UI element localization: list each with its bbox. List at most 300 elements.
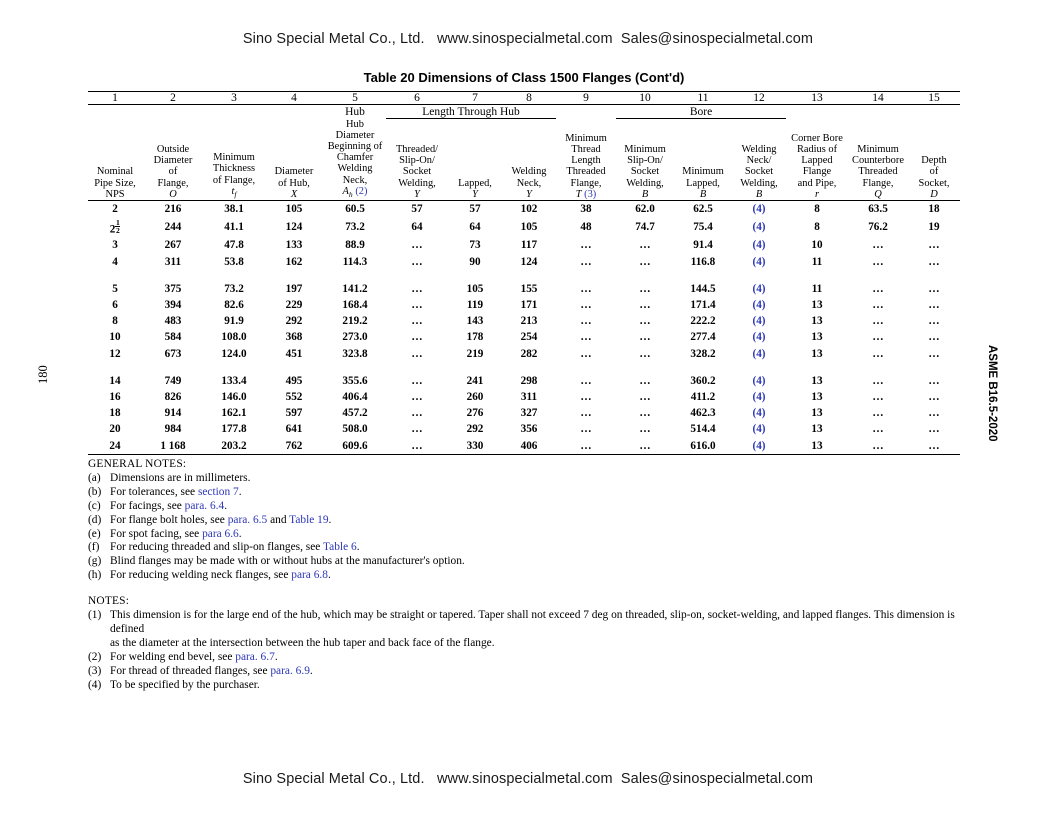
colnum-3: 3 [204, 92, 264, 105]
cell-col-9: … [580, 390, 592, 403]
cell-col-9: … [556, 438, 616, 455]
cell-col-4: 495 [285, 374, 303, 387]
cell-col-3: 38.1 [224, 202, 244, 215]
cell-col-3: 53.8 [224, 255, 244, 268]
table-title: Table 20 Dimensions of Class 1500 Flanges (Cont'd) [363, 70, 685, 85]
cell-col-7: 73 [469, 239, 481, 252]
cell-col-8: 155 [520, 282, 538, 295]
group-label-hub: Hub [345, 105, 365, 118]
cell-col-11: 144.5 [690, 282, 716, 295]
note-tag: (1) [88, 609, 102, 622]
general-note-tag: (e) [88, 527, 101, 540]
colnum-5: 5 [324, 92, 386, 105]
note-ref-3[interactable]: (3) [584, 188, 597, 200]
header-welding-neck: Welding Neck, Y [502, 119, 556, 201]
general-note-tag: (a) [88, 471, 101, 484]
cell-col-8: 406 [502, 438, 556, 455]
general-note-tag: (c) [88, 499, 101, 512]
cell-col-2: 483 [164, 315, 182, 328]
cell-col-15: … [928, 299, 940, 311]
cell-col-14: … [872, 331, 884, 344]
group-label-length-through-hub: Length Through Hub [386, 105, 556, 119]
note-tag: (2) [88, 650, 102, 663]
header-hub-diameter-chamfer-welding-neck: Hub Diameter Beginning of Chamfer Welding Neck, $A_h$ (2) [324, 119, 386, 201]
table-block [88, 70, 960, 455]
note-ref-4[interactable]: (4) [752, 202, 766, 215]
cell-col-5: 114.3 [342, 255, 368, 268]
cross-reference-link[interactable]: Table 6 [323, 541, 357, 554]
cell-col-14: … [872, 423, 884, 436]
cell-col-3: 108.0 [221, 331, 247, 344]
cell-nominal-pipe-size: 4 [112, 255, 118, 268]
cell-nominal-pipe-size: 24 [88, 438, 142, 455]
cell-col-15: … [928, 390, 940, 403]
cell-col-14: 63.5 [868, 202, 888, 215]
colnum-4: 4 [264, 92, 324, 105]
cell-col-10: … [639, 255, 651, 268]
cell-col-11: 514.4 [690, 423, 716, 436]
table-row [88, 389, 960, 405]
note-ref-4[interactable]: (4) [752, 255, 766, 268]
cell-col-11: 62.5 [693, 202, 713, 215]
colnum-2: 2 [142, 92, 204, 105]
cell-col-7: 276 [466, 407, 484, 420]
cell-col-6: … [411, 331, 423, 344]
cell-col-2: 984 [164, 423, 182, 436]
cell-col-6: … [411, 255, 423, 268]
cell-col-2: 375 [164, 282, 182, 295]
header-diameter-of-hub: Diameter of Hub, X [264, 119, 324, 201]
general-note-text: For facings, see para. 6.4. [110, 499, 228, 512]
cell-col-5: 609.6 [324, 438, 386, 455]
cell-col-2: 244 [164, 221, 182, 234]
cell-col-5: 141.2 [342, 282, 368, 295]
colnum-8: 8 [502, 92, 556, 105]
table-row [88, 201, 960, 218]
row-group-spacer [88, 362, 960, 373]
cell-col-5: 168.4 [342, 299, 368, 311]
table-row [88, 297, 960, 313]
cell-col-6: 64 [411, 221, 423, 234]
header-threaded-slip-on-socket-welding: Threaded/ Slip-On/ Socket Welding, Y [386, 119, 448, 201]
cell-col-8: 282 [520, 347, 538, 360]
row-group-spacer [88, 270, 960, 281]
column-number-row [88, 92, 960, 105]
cell-col-4: 368 [285, 331, 303, 344]
cell-col-3: 82.6 [224, 299, 244, 311]
general-note-text: Dimensions are in millimeters. [110, 471, 251, 484]
cell-col-4: 552 [285, 390, 303, 403]
cell-col-8: 327 [520, 407, 538, 420]
cell-col-5: 508.0 [342, 423, 368, 436]
note-text: For welding end bevel, see para. 6.7. [110, 650, 278, 663]
cross-reference-link[interactable]: para. 6.4 [184, 499, 225, 512]
cell-col-15: … [908, 438, 960, 455]
cell-col-10: … [639, 390, 651, 403]
cell-col-7: 57 [469, 202, 481, 215]
colnum-12: 12 [732, 92, 786, 105]
cell-col-13: 8 [814, 202, 820, 215]
cell-col-14: … [872, 315, 884, 328]
cell-col-4: 197 [285, 282, 303, 295]
cell-col-10: 74.7 [635, 221, 655, 234]
cell-col-10: … [639, 299, 651, 311]
cell-col-6: … [411, 423, 423, 436]
header-minimum-slip-on-socket-welding-bore: Minimum Slip-On/ Socket Welding, B [616, 119, 674, 201]
table-row [88, 373, 960, 389]
colnum-6: 6 [386, 92, 448, 105]
cell-nominal-pipe-size: 3 [112, 239, 118, 252]
notes-heading: NOTES: [88, 595, 130, 608]
cell-col-11: 360.2 [690, 374, 716, 387]
cell-col-10: 62.0 [635, 202, 655, 215]
cell-col-10: … [639, 347, 651, 360]
note-ref-4[interactable]: (4) [752, 347, 766, 360]
table-body [88, 201, 960, 455]
note-text: This dimension is for the large end of the hub, which may be straight or tapered. Taper shall not exceed 7 deg on threaded, slip-on, socket-welding, and lapped flanges. This dimension is defined [110, 609, 955, 635]
cross-reference-link[interactable]: Table 19 [289, 513, 329, 526]
cell-col-10: … [639, 282, 651, 295]
cell-col-8: 102 [520, 202, 538, 215]
note-ref-4[interactable]: (4) [752, 423, 766, 436]
cell-col-8: 254 [520, 331, 538, 344]
cell-col-15: … [928, 282, 940, 295]
colnum-7: 7 [448, 92, 502, 105]
cell-col-14: 76.2 [868, 221, 888, 234]
cell-col-6: … [411, 239, 423, 252]
cell-col-4: 292 [285, 315, 303, 328]
cell-col-5: 323.8 [342, 347, 368, 360]
colnum-1: 1 [88, 92, 142, 105]
cell-col-8: 356 [520, 423, 538, 436]
group-header-row [88, 105, 960, 119]
cell-nominal-pipe-size: 12 [109, 347, 121, 360]
cell-col-13: 11 [811, 255, 823, 268]
note-ref-4[interactable]: (4) [752, 390, 766, 403]
flange-dimensions-table [88, 91, 960, 455]
cell-col-8: 117 [520, 239, 538, 252]
header-minimum-thickness-of-flange: Minimum Thickness of Flange, $t_f$ [204, 119, 264, 201]
cell-col-7: 292 [466, 423, 484, 436]
general-note-item [88, 486, 978, 500]
general-note-item [88, 528, 978, 542]
cell-col-6: … [411, 347, 423, 360]
general-note-text: For tolerances, see section 7. [110, 485, 242, 498]
note-text: To be specified by the purchaser. [110, 678, 260, 691]
cell-col-11: 171.4 [690, 299, 716, 311]
cell-col-5: 88.9 [345, 239, 365, 252]
cell-col-5: 355.6 [342, 374, 368, 387]
general-note-text: For reducing threaded and slip-on flanges, see Table 6. [110, 541, 360, 554]
note-ref-4[interactable]: (4) [732, 438, 786, 455]
general-note-item [88, 555, 978, 569]
cell-col-3: 91.9 [224, 315, 244, 328]
general-note-text: For reducing welding neck flanges, see para 6.8. [110, 569, 331, 582]
header-corner-bore-radius-lapped-flange-and-pipe: Corner Bore Radius of Lapped Flange and Pipe, r [786, 119, 848, 201]
cell-nominal-pipe-size: 6 [112, 299, 118, 311]
cell-col-15: … [928, 315, 940, 328]
cell-col-13: 13 [811, 423, 823, 436]
cell-col-8: 171 [520, 299, 538, 311]
cell-col-2: 216 [164, 202, 182, 215]
cell-col-4: 105 [285, 202, 303, 215]
page-number: 180 [36, 365, 50, 384]
cell-col-14: … [872, 239, 884, 252]
cell-nominal-pipe-size: 20 [109, 423, 121, 436]
general-note-tag: (f) [88, 541, 100, 554]
cell-col-9: … [580, 255, 592, 268]
colnum-14: 14 [848, 92, 908, 105]
note-ref-4[interactable]: (4) [752, 221, 766, 234]
cell-col-11: 222.2 [690, 315, 716, 328]
general-note-item [88, 569, 978, 583]
cell-col-2: 394 [164, 299, 182, 311]
table-row [88, 217, 960, 238]
note-ref-4[interactable]: (4) [752, 239, 766, 252]
note-tag: (4) [88, 678, 102, 691]
colnum-13: 13 [786, 92, 848, 105]
cell-col-14: … [872, 347, 884, 360]
cell-col-13: 13 [811, 347, 823, 360]
cell-col-9: … [580, 423, 592, 436]
cell-nominal-pipe-size: 2 $\frac{1}{2}$ [109, 217, 120, 236]
cell-col-5: 457.2 [342, 407, 368, 420]
cell-col-15: … [928, 331, 940, 344]
cell-col-6: … [411, 299, 423, 311]
general-note-item [88, 500, 978, 514]
cell-col-7: 178 [466, 331, 484, 344]
note-ref-4[interactable]: (4) [752, 331, 766, 344]
general-note-item [88, 541, 978, 555]
cell-col-9: … [580, 315, 592, 328]
cell-col-7: 219 [466, 347, 484, 360]
cell-col-13: 13 [811, 390, 823, 403]
general-note-text: For flange bolt holes, see para. 6.5 and Table 19. [110, 513, 332, 526]
table-row [88, 406, 960, 422]
cell-col-3: 146.0 [221, 390, 247, 403]
cell-col-7: 90 [469, 255, 481, 268]
cell-col-8: 124 [520, 255, 538, 268]
cell-col-3: 41.1 [224, 221, 244, 234]
table-row [88, 438, 960, 455]
note-ref-2[interactable]: (2) [355, 185, 368, 197]
note-continuation: as the diameter at the intersection between the hub taper and back face of the flange. [110, 636, 495, 649]
cell-col-3: 203.2 [204, 438, 264, 455]
cell-col-11: 116.8 [690, 255, 716, 268]
cell-col-15: … [928, 347, 940, 360]
column-header-row [88, 119, 960, 201]
cell-col-8: 105 [520, 221, 538, 234]
table-header-group [88, 92, 960, 201]
note-text: For thread of threaded flanges, see para. 6.9. [110, 664, 313, 677]
cell-col-14: … [848, 438, 908, 455]
cell-col-7: 260 [466, 390, 484, 403]
note-ref-4[interactable]: (4) [752, 282, 766, 295]
cell-col-14: … [872, 282, 884, 295]
notes-list [88, 609, 978, 692]
cell-col-9: … [580, 282, 592, 295]
cell-col-10: … [639, 315, 651, 328]
cell-col-10: … [639, 407, 651, 420]
cell-col-15: … [928, 407, 940, 420]
cross-reference-link[interactable]: para. 6.7 [235, 650, 275, 663]
cell-col-9: … [580, 374, 592, 387]
note-item [88, 665, 978, 679]
cell-col-13: 11 [811, 282, 823, 295]
cell-col-4: 762 [264, 438, 324, 455]
general-note-item [88, 472, 978, 486]
cell-col-10: … [639, 374, 651, 387]
cell-col-13: 8 [814, 221, 820, 234]
colnum-11: 11 [674, 92, 732, 105]
note-tag: (3) [88, 664, 102, 677]
cell-col-6: 57 [411, 202, 423, 215]
cell-col-6: … [386, 438, 448, 455]
cell-col-14: … [872, 255, 884, 268]
cell-col-14: … [872, 390, 884, 403]
cell-col-9: … [580, 239, 592, 252]
cell-col-4: 451 [285, 347, 303, 360]
cell-col-7: 105 [466, 282, 484, 295]
cell-col-8: 298 [520, 374, 538, 387]
colnum-10: 10 [616, 92, 674, 105]
cell-col-15: 19 [928, 221, 940, 234]
general-note-tag: (b) [88, 485, 102, 498]
cell-col-13: 13 [811, 331, 823, 344]
cell-nominal-pipe-size: 16 [109, 390, 121, 403]
cell-col-2: 826 [164, 390, 182, 403]
cell-col-15: 18 [928, 202, 940, 215]
cell-col-6: … [411, 282, 423, 295]
note-ref-4[interactable]: (4) [752, 374, 766, 387]
cell-col-11: 616.0 [674, 438, 732, 455]
note-ref-4[interactable]: (4) [752, 407, 766, 420]
cell-nominal-pipe-size: 10 [109, 331, 121, 344]
cell-nominal-pipe-size: 5 [112, 282, 118, 295]
cell-col-9: … [580, 407, 592, 420]
cell-col-8: 213 [520, 315, 538, 328]
note-item [88, 679, 978, 693]
cell-col-3: 47.8 [224, 239, 244, 252]
cell-col-2: 584 [164, 331, 182, 344]
general-note-tag: (h) [88, 569, 102, 582]
general-note-text: Blind flanges may be made with or without hubs at the manufacturer's option. [110, 555, 465, 568]
table-row [88, 314, 960, 330]
cell-col-2: 1 168 [142, 438, 204, 455]
cell-col-4: 641 [285, 423, 303, 436]
general-note-tag: (g) [88, 555, 102, 568]
general-note-tag: (d) [88, 513, 102, 526]
cross-reference-link[interactable]: para 6.6 [202, 527, 239, 540]
note-ref-4[interactable]: (4) [752, 315, 766, 328]
cell-col-10: … [639, 423, 651, 436]
header-minimum-lapped-bore: Minimum Lapped, B [674, 119, 732, 201]
general-notes-list [88, 472, 978, 583]
header-outside-diameter-of-flange: Outside Diameter of Flange, O [142, 119, 204, 201]
cell-col-11: 328.2 [690, 347, 716, 360]
table-row [88, 238, 960, 254]
page-header-branding: Sino Special Metal Co., Ltd. www.sinospecialmetal.com Sales@sinospecialmetal.com [242, 31, 814, 47]
header-depth-of-socket: Depth of Socket, D [908, 119, 960, 201]
cell-nominal-pipe-size: 2 [112, 202, 118, 215]
cell-col-4: 133 [285, 239, 303, 252]
cell-col-13: 13 [811, 315, 823, 328]
cell-col-3: 162.1 [221, 407, 247, 420]
cell-col-4: 162 [285, 255, 303, 268]
cross-reference-link[interactable]: para 6.8 [291, 569, 328, 582]
cell-col-13: 13 [786, 438, 848, 455]
cell-col-6: … [411, 315, 423, 328]
header-minimum-thread-length-threaded-flange: Minimum Thread Length Threaded Flange, T (3) [556, 119, 616, 201]
cell-col-10: … [639, 239, 651, 252]
cell-col-11: 277.4 [690, 331, 716, 344]
colnum-15: 15 [908, 92, 960, 105]
cross-reference-link[interactable]: section 7 [197, 485, 239, 498]
cell-col-14: … [872, 374, 884, 387]
cell-col-3: 133.4 [221, 374, 247, 387]
general-notes-heading: GENERAL NOTES: [88, 458, 187, 470]
cell-col-4: 229 [285, 299, 303, 311]
cell-col-2: 267 [164, 239, 182, 252]
cross-reference-link[interactable]: para. 6.5 [227, 513, 268, 526]
cell-col-14: … [872, 407, 884, 420]
cell-col-11: 411.2 [690, 390, 716, 403]
cell-col-10: … [616, 438, 674, 455]
cell-col-7: 143 [466, 315, 484, 328]
cell-col-3: 177.8 [221, 423, 247, 436]
note-item [88, 651, 978, 665]
cell-col-15: … [928, 423, 940, 436]
group-label-bore: Bore [616, 105, 786, 119]
cell-col-5: 406.4 [342, 390, 368, 403]
cell-col-15: … [928, 255, 940, 268]
cell-col-7: 330 [448, 438, 502, 455]
cell-col-4: 124 [285, 221, 303, 234]
cell-col-10: … [639, 331, 651, 344]
cell-col-2: 914 [164, 407, 182, 420]
cell-col-13: 13 [811, 299, 823, 311]
cell-col-11: 75.4 [693, 221, 713, 234]
cell-col-3: 124.0 [221, 347, 247, 360]
page-footer-branding: Sino Special Metal Co., Ltd. www.sinospecialmetal.com Sales@sinospecialmetal.com [242, 771, 814, 787]
cell-col-2: 673 [164, 347, 182, 360]
cell-col-9: 48 [580, 221, 592, 234]
table-row [88, 281, 960, 297]
cell-col-6: … [411, 407, 423, 420]
table-row [88, 346, 960, 362]
cell-nominal-pipe-size: 14 [109, 374, 121, 387]
cell-col-9: 38 [580, 202, 592, 215]
general-note-text: For spot facing, see para 6.6. [110, 527, 242, 540]
cell-col-3: 73.2 [224, 282, 244, 295]
cell-col-5: 73.2 [345, 221, 365, 234]
note-ref-4[interactable]: (4) [752, 299, 766, 311]
header-nominal-pipe-size: Nominal Pipe Size, NPS [88, 119, 142, 201]
cell-col-2: 749 [164, 374, 182, 387]
header-lapped: Lapped, Y [448, 119, 502, 201]
cell-col-6: … [411, 390, 423, 403]
cell-col-9: … [580, 331, 592, 344]
cell-col-14: … [872, 299, 884, 311]
cell-col-15: … [928, 374, 940, 387]
standard-reference: ASME B16.5-2020 [986, 345, 998, 442]
cross-reference-link[interactable]: para. 6.9 [270, 664, 310, 677]
cell-col-15: … [928, 239, 940, 252]
cell-col-6: … [411, 374, 423, 387]
cell-col-5: 273.0 [342, 331, 368, 344]
general-note-item [88, 514, 978, 528]
header-welding-neck-socket-welding-bore: Welding Neck/ Socket Welding, B [732, 119, 786, 201]
